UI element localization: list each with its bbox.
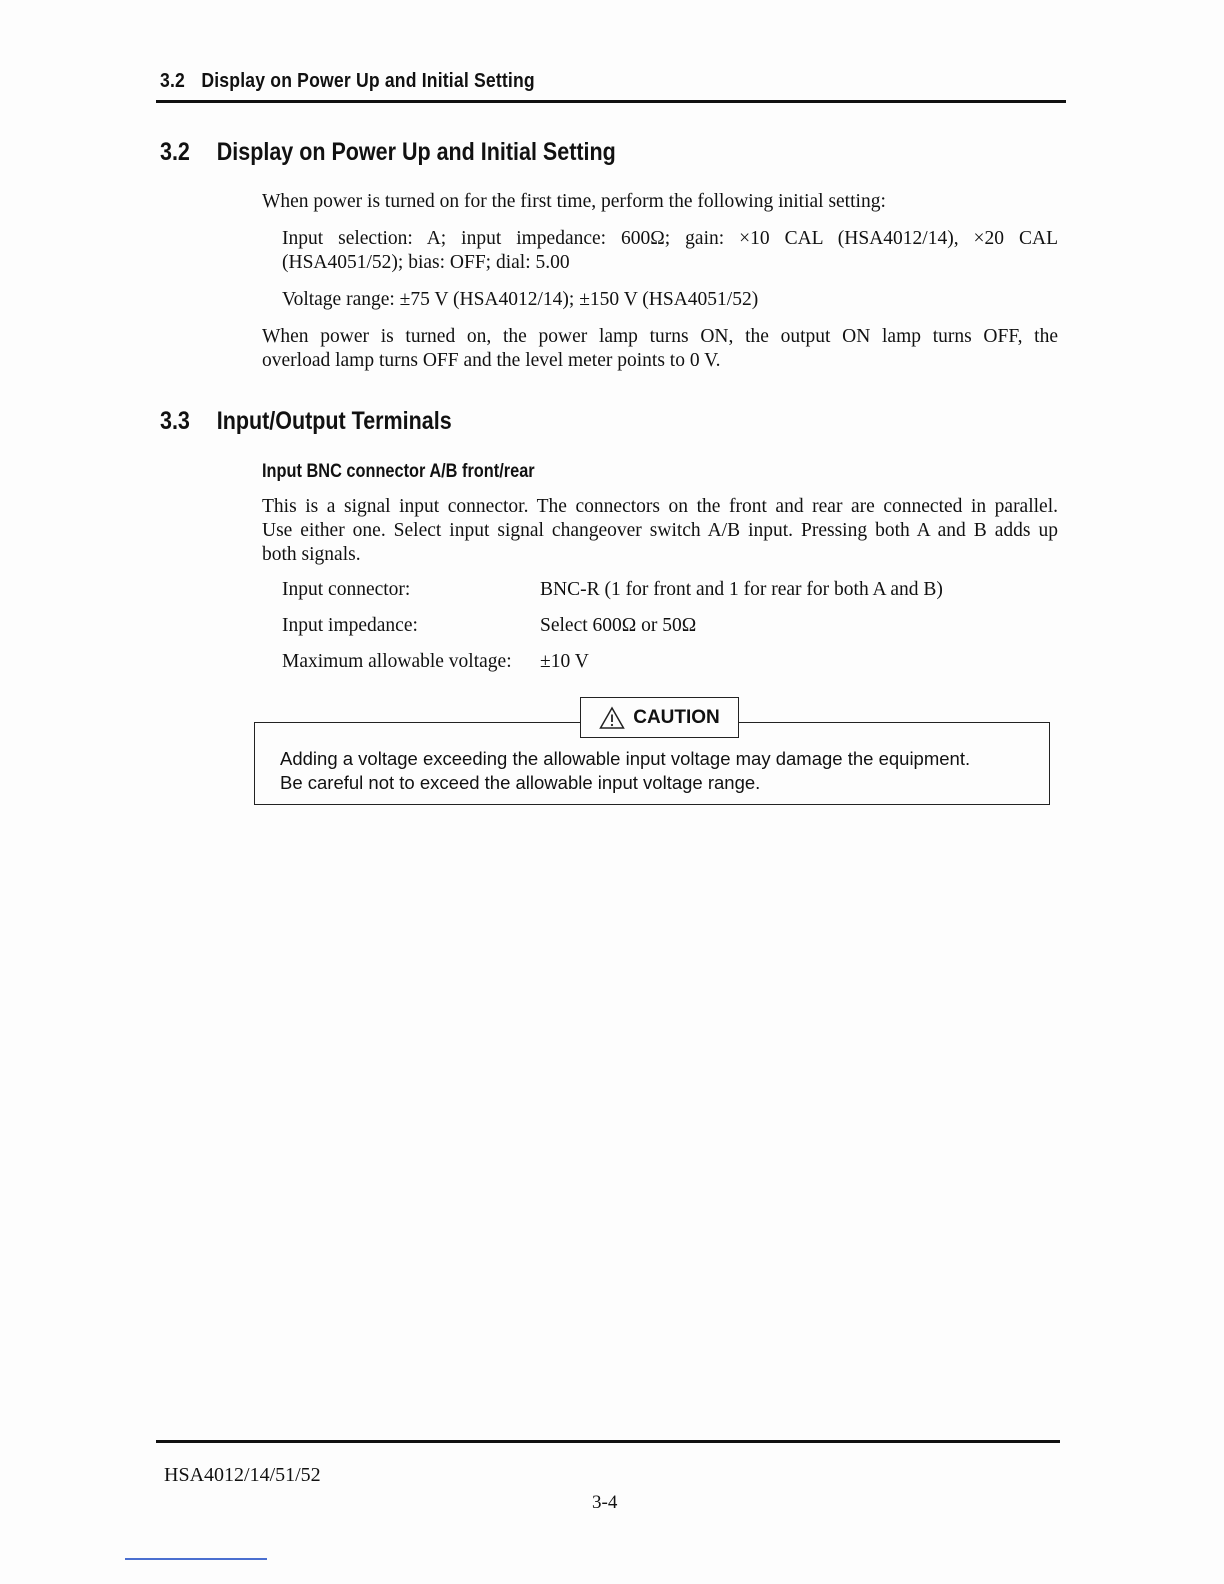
caution-text	[280, 747, 1040, 795]
page-number: 3-4	[592, 1492, 618, 1513]
scan-artifact-line	[125, 1558, 267, 1560]
footer-model: HSA4012/14/51/52	[164, 1464, 321, 1486]
section-3-3-number: 3.3	[160, 407, 190, 435]
running-head-number: 3.2	[160, 70, 185, 92]
settings-line-2: (HSA4051/52); bias: OFF; dial: 5.00	[282, 252, 570, 273]
warning-triangle-icon	[599, 706, 625, 730]
section-3-2-heading	[160, 138, 616, 167]
running-head	[160, 70, 535, 93]
voltage-range-line: Voltage range: ±75 V (HSA4012/14); ±150 V (HSA4051/52)	[282, 289, 759, 310]
section-3-3-title: Input/Output Terminals	[216, 407, 452, 435]
caution-label	[580, 697, 739, 738]
section-3-2-number: 3.2	[160, 138, 190, 166]
section-3-2-title: Display on Power Up and Initial Setting	[216, 138, 616, 166]
spec-row-input-impedance	[282, 615, 696, 637]
spec-value: Select 600Ω or 50Ω	[540, 615, 697, 636]
spec-row-max-voltage	[282, 651, 589, 673]
caution-line-2: Be careful not to exceed the allowable input voltage range.	[280, 772, 761, 793]
spec-label: Maximum allowable voltage:	[282, 651, 512, 672]
spec-label: Input impedance:	[282, 615, 418, 636]
power-on-line-1: When power is turned on, the power lamp turns ON, the output ON lamp turns OFF, the	[262, 326, 1058, 347]
spec-value: ±10 V	[540, 651, 589, 672]
bnc-connector-subheading: Input BNC connector A/B front/rear	[262, 461, 535, 482]
spec-row-input-connector	[282, 579, 943, 601]
running-head-title: Display on Power Up and Initial Setting	[201, 70, 535, 92]
header-rule	[156, 100, 1066, 103]
spec-label: Input connector:	[282, 579, 411, 600]
power-on-line-2: overload lamp turns OFF and the level meter points to 0 V.	[262, 350, 721, 371]
description-line-2: Use either one. Select input signal changeover switch A/B input. Pressing both A and B adds up	[262, 520, 1058, 541]
spec-value: BNC-R (1 for front and 1 for rear for both A and B)	[540, 579, 943, 600]
footer-rule	[156, 1440, 1060, 1443]
description-line-1: This is a signal input connector. The connectors on the front and rear are connected in parallel.	[262, 496, 1058, 517]
intro-text: When power is turned on for the first time, perform the following initial setting:	[262, 191, 886, 212]
description-line-3: both signals.	[262, 544, 361, 565]
settings-line-1: Input selection: A; input impedance: 600Ω; gain: ×10 CAL (HSA4012/14), ×20 CAL	[282, 228, 1058, 249]
caution-line-1: Adding a voltage exceeding the allowable input voltage may damage the equipment.	[280, 748, 971, 769]
caution-title: CAUTION	[633, 706, 720, 728]
section-3-3-heading	[160, 407, 452, 436]
